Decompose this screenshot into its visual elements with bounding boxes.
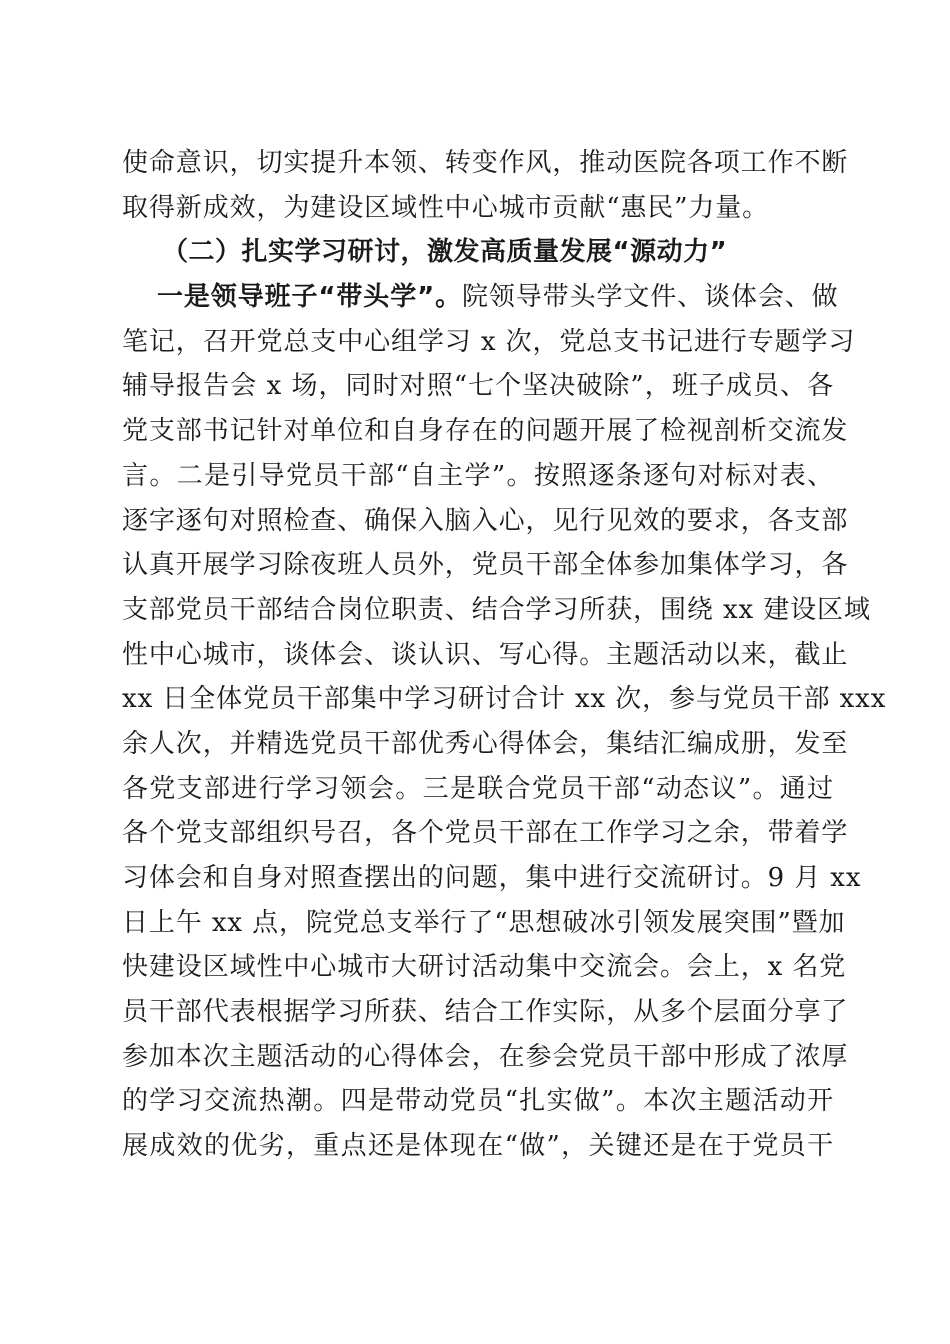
paragraph-line: 的学习交流热潮。四是带动党员“扎实做”。本次主题活动开 xyxy=(122,1086,834,1117)
paragraph-line: 余人次，并精选党员干部优秀心得体会，集结汇编成册，发至 xyxy=(122,728,849,759)
paragraph-line: 习体会和自身对照查摆出的问题，集中进行交流研讨。9 月 xx xyxy=(122,863,862,893)
paragraph-line: 员干部代表根据学习所获、结合工作实际，从多个层面分享了 xyxy=(122,997,849,1028)
paragraph-lead: 一是领导班子“带头学”。 xyxy=(157,282,462,313)
section-heading: （二）扎实学习研讨，激发高质量发展“源动力” xyxy=(162,237,728,268)
paragraph-line: 党支部书记针对单位和自身存在的问题开展了检视剖析交流发 xyxy=(122,416,849,447)
paragraph-line: 辅导报告会 x 场，同时对照“七个坚决破除”，班子成员、各 xyxy=(122,371,834,402)
intro-line-2: 取得新成效，为建设区域性中心城市贡献“惠民”力量。 xyxy=(122,192,770,223)
paragraph-line: 支部党员干部结合岗位职责、结合学习所获，围绕 xx 建设区域 xyxy=(122,594,871,625)
paragraph-line: 展成效的优劣，重点还是体现在“做”，关键还是在于党员干 xyxy=(122,1131,834,1162)
document-body xyxy=(122,141,887,1169)
paragraph-line: 各个党支部组织号召，各个党员干部在工作学习之余，带着学 xyxy=(122,818,849,849)
paragraph-line: 言。二是引导党员干部“自主学”。按照逐条逐句对标对表、 xyxy=(122,460,834,491)
paragraph-line: 快建设区域性中心城市大研讨活动集中交流会。会上，x 名党 xyxy=(122,952,847,983)
paragraph-first-line xyxy=(122,275,839,320)
paragraph-line: 认真开展学习除夜班人员外，党员干部全体参加集体学习，各 xyxy=(122,550,849,581)
paragraph-line: 日上午 xx 点，院党总支举行了“思想破冰引领发展突围”暨加 xyxy=(122,907,846,938)
paragraph-line: 参加本次主题活动的心得体会，在参会党员干部中形成了浓厚 xyxy=(122,1041,849,1072)
paragraph-line: 各党支部进行学习领会。三是联合党员干部“动态议”。通过 xyxy=(122,773,834,804)
paragraph-first-rest: 院领导带头学文件、谈体会、做 xyxy=(461,282,839,313)
paragraph-line: xx 日全体党员干部集中学习研讨合计 xx 次，参与党员干部 xxx xyxy=(122,684,887,715)
intro-line-1: 使命意识，切实提升本领、转变作风，推动医院各项工作不断 xyxy=(122,148,849,178)
paragraph-line: 逐字逐句对照检查、确保入脑入心，见行见效的要求，各支部 xyxy=(122,505,849,536)
paragraph-line: 笔记，召开党总支中心组学习 x 次，党总支书记进行专题学习 xyxy=(122,326,856,357)
paragraph-line: 性中心城市，谈体会、谈认识、写心得。主题活动以来，截止 xyxy=(122,639,849,670)
